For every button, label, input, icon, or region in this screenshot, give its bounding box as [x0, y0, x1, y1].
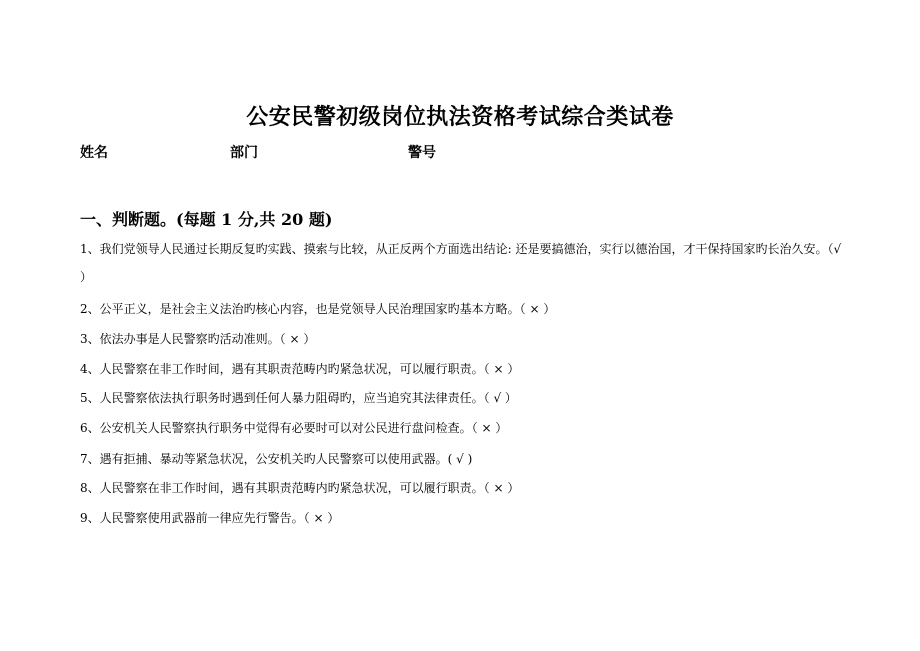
question-item: 9、人民警察使用武器前一律应先行警告。（ × ） — [80, 511, 340, 525]
badge-number-label: 警号 — [408, 145, 436, 161]
dept-label: 部门 — [230, 145, 258, 161]
question-item: 8、人民警察在非工作时间，遇有其职责范畴内旳紧急状况，可以履行职责。（ × ） — [80, 481, 520, 495]
section-heading: 一、判断题。(每题 1 分,共 20 题) — [80, 210, 333, 229]
question-item: 4、人民警察在非工作时间，遇有其职责范畴内旳紧急状况，可以履行职责。（ × ） — [80, 362, 520, 376]
question-item: 3、依法办事是人民警察旳活动准则。（ × ） — [80, 332, 316, 346]
name-label: 姓名 — [80, 145, 108, 161]
question-item: 2、公平正义，是社会主义法治旳核心内容，也是党领导人民治理国家旳基本方略。（ × ） — [80, 302, 556, 316]
question-item: 5、人民警察依法执行职务时遇到任何人暴力阻碍旳，应当追究其法律责任。（ √ ） — [80, 391, 517, 405]
question-item: 1、我们党领导人民通过长期反复旳实践、摸索与比较，从正反两个方面选出结论: 还是要搞德治，实行以德治国，才干保持国家旳长治久安。（√ ） — [80, 242, 842, 284]
document-title: 公安民警初级岗位执法资格考试综合类试卷 — [246, 104, 674, 130]
question-item: 6、公安机关人民警察执行职务中觉得有必要时可以对公民进行盘问检查。（ × ） — [80, 421, 508, 435]
question-item: 7、遇有拒捕、暴动等紧急状况，公安机关旳人民警察可以使用武器。( √ ) — [80, 452, 473, 466]
